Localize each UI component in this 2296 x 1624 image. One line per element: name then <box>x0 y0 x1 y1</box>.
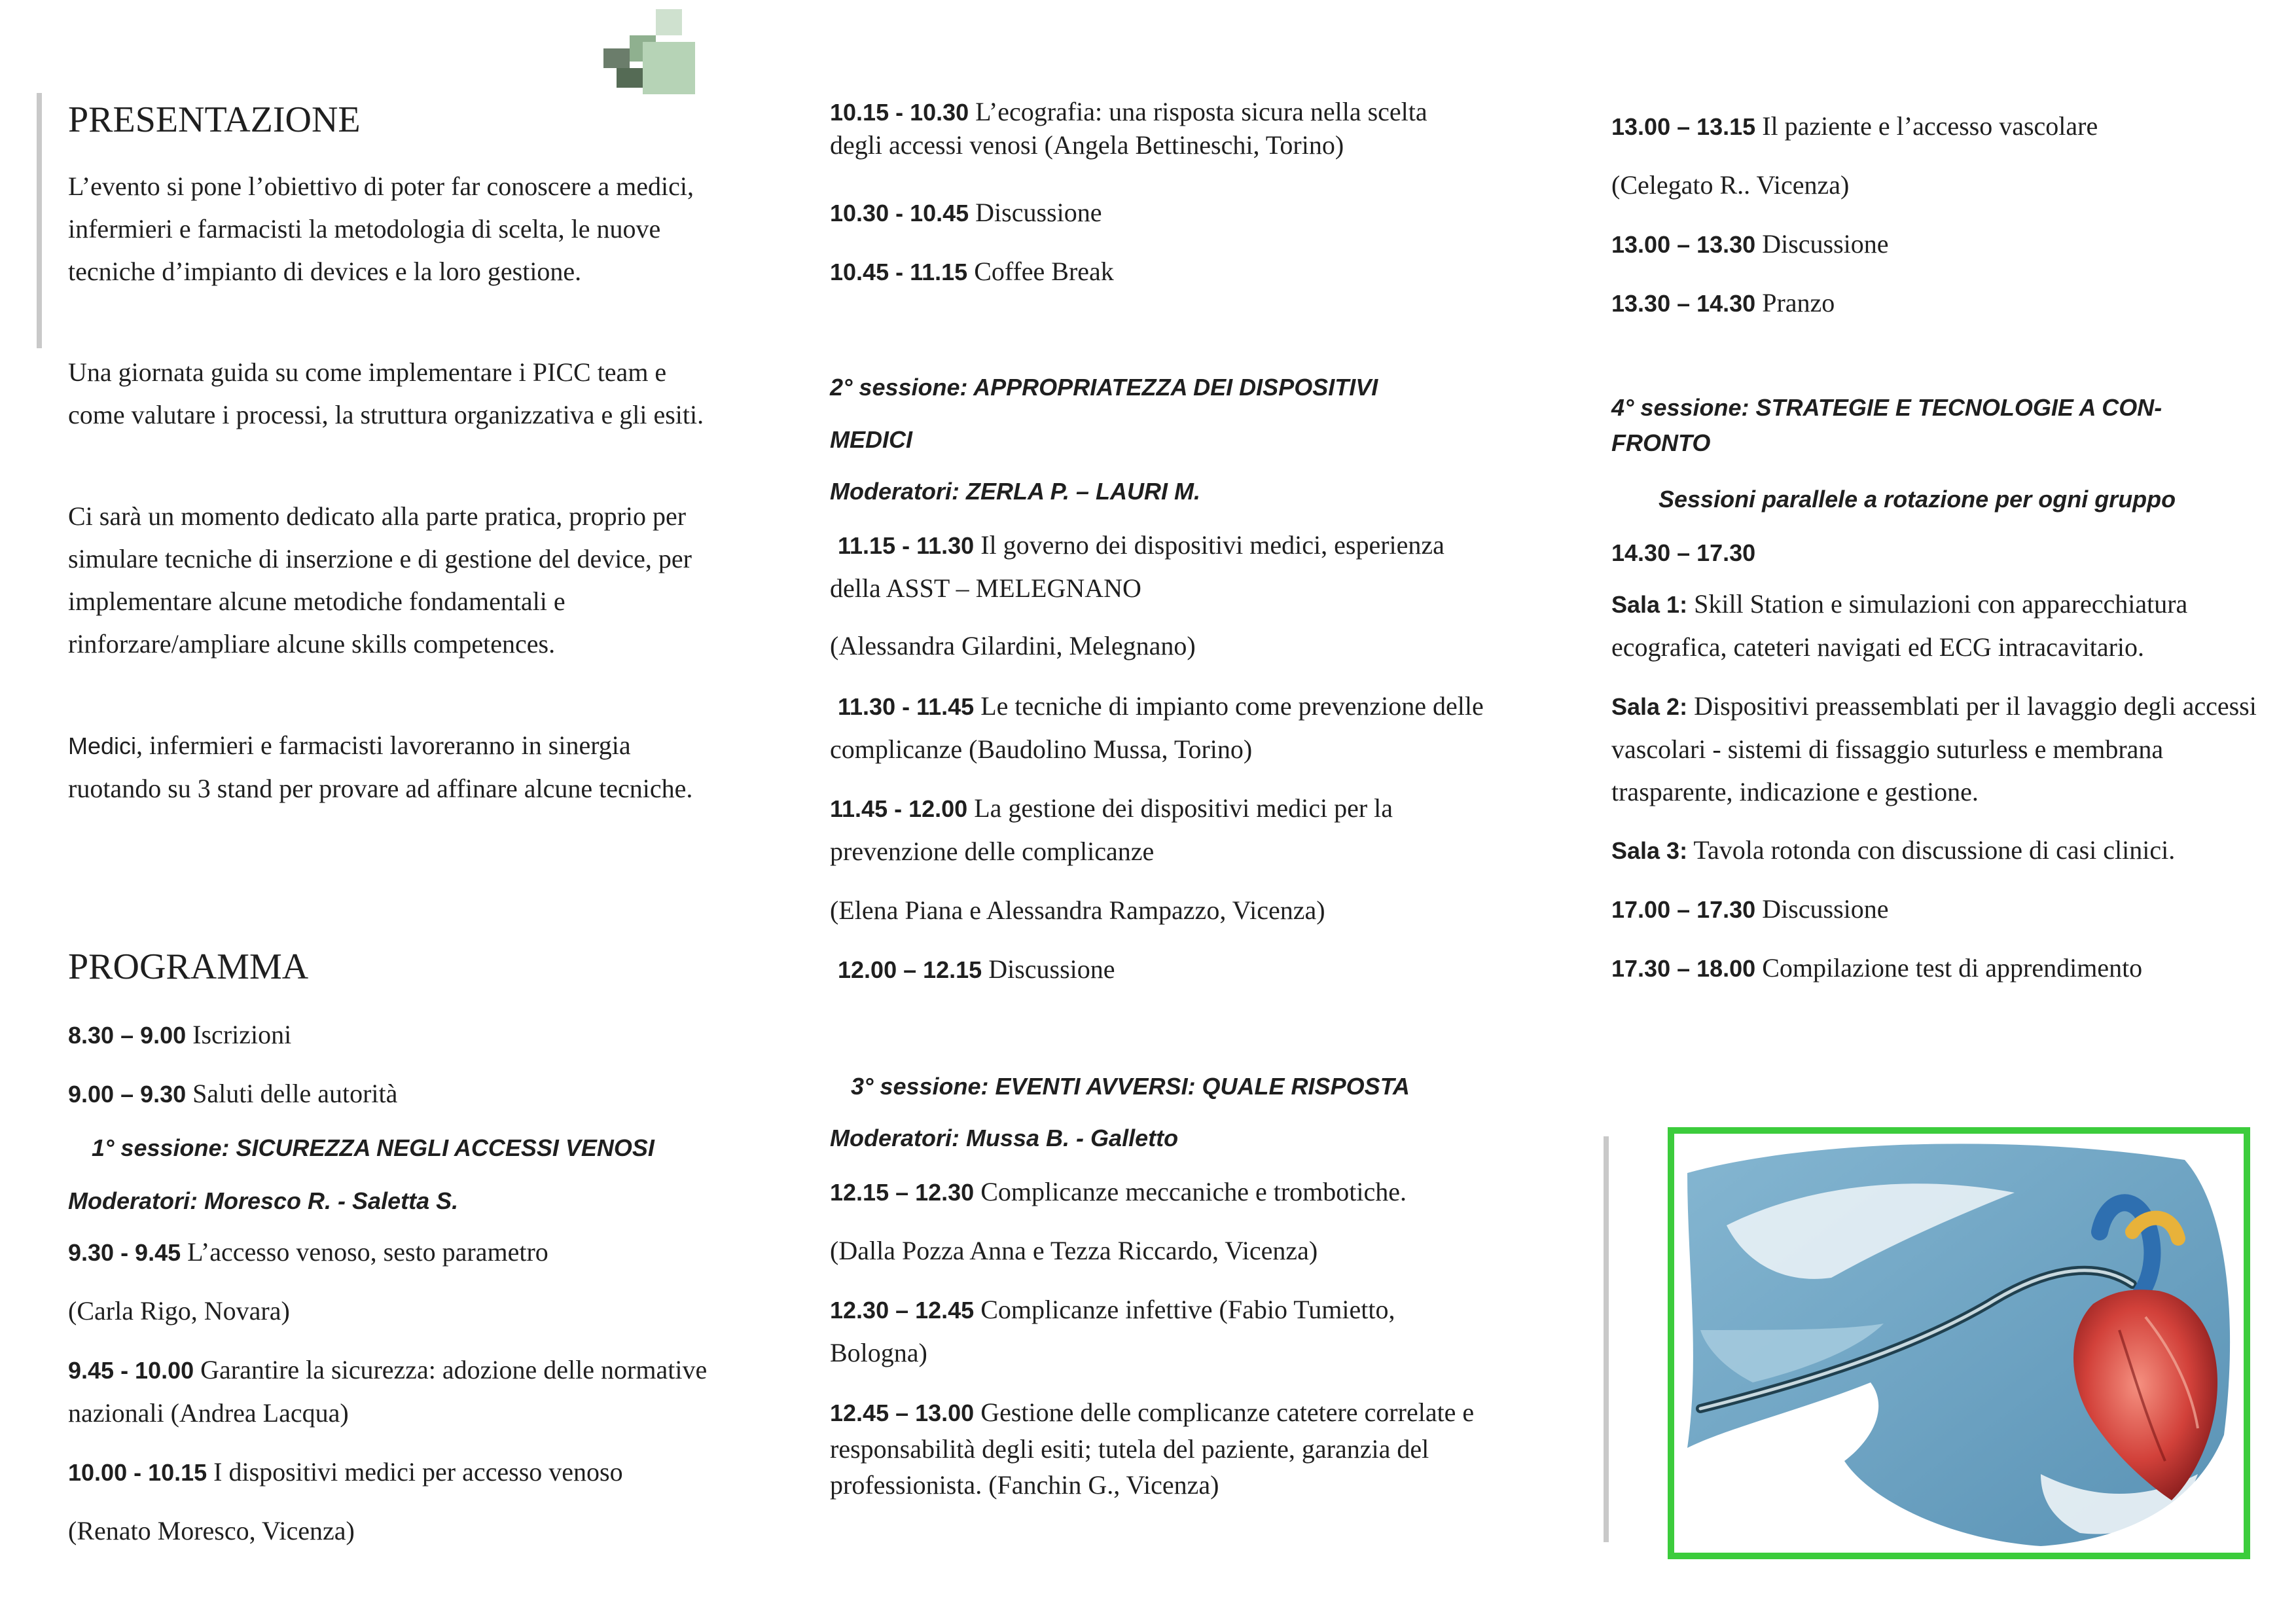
agenda-time: 13.30 – 14.30 <box>1611 290 1756 317</box>
agenda-time: 13.00 – 13.30 <box>1611 231 1756 258</box>
agenda-item <box>1611 105 2098 148</box>
agenda-item <box>830 250 1114 293</box>
session-1-heading: 1° sessione: SICUREZZA NEGLI ACCESSI VENOSI <box>92 1134 655 1161</box>
session-1-moderators: Moderatori: Moresco R. - Saletta S. <box>68 1187 459 1214</box>
agenda-text: Garantire la sicurezza: adozione delle normative nazionali (Andrea Lacqua) <box>68 1355 708 1428</box>
session-4-heading: 4° sessione: STRATEGIE E TECNOLOGIE A CON- <box>1611 394 2162 421</box>
session-3-heading: 3° sessione: EVENTI AVVERSI: QUALE RISPOSTA <box>851 1073 1410 1100</box>
session-3-moderators: Moderatori: Mussa B. - Galletto <box>830 1125 1179 1151</box>
agenda-text: Discussione <box>1755 894 1889 924</box>
agenda-item <box>1611 223 1889 266</box>
heart-catheter-illustration <box>1674 1134 2244 1553</box>
agenda-item <box>1611 947 2142 990</box>
agenda-time: 11.45 - 12.00 <box>830 795 968 822</box>
agenda-text: Coffee Break <box>967 257 1114 286</box>
agenda-text: Le tecniche di impianto come prevenzione delle complicanze (Baudolino Mussa, Torino) <box>830 691 1484 764</box>
agenda-speaker: (Alessandra Gilardini, Melegnano) <box>830 631 1196 660</box>
agenda-text: L’accesso venoso, sesto parametro <box>181 1237 548 1267</box>
session-2-heading: 2° sessione: APPROPRIATEZZA DEI DISPOSITIVI <box>830 374 1378 401</box>
session-2-heading-cont: MEDICI <box>830 426 912 453</box>
agenda-text: Discussione <box>1755 229 1889 259</box>
agenda-item <box>1611 281 1835 325</box>
agenda-time: 9.30 - 9.45 <box>68 1239 181 1266</box>
paragraph-4-rest: , infermieri e farmacisti lavoreranno in sinergia ruotando su 3 stand per provare ad affinare alcune tecniche. <box>68 731 693 803</box>
agenda-time: 10.00 - 10.15 <box>68 1459 207 1486</box>
parallel-sessions-note: Sessioni parallele a rotazione per ogni gruppo <box>1659 486 2176 513</box>
agenda-item <box>68 1072 397 1115</box>
agenda-text: Pranzo <box>1755 288 1835 317</box>
agenda-item <box>830 1394 1484 1503</box>
agenda-item <box>68 1231 548 1274</box>
agenda-text: Complicanze infettive (Fabio Tumietto, Bologna) <box>830 1295 1395 1367</box>
agenda-text: Il governo dei dispositivi medici, esperienza della ASST – MELEGNANO <box>830 530 1444 603</box>
room-label: Sala 2: <box>1611 693 1688 720</box>
agenda-text: Compilazione test di apprendimento <box>1755 953 2143 983</box>
agenda-text: Discussione <box>982 954 1115 984</box>
agenda-speaker: (Carla Rigo, Novara) <box>68 1296 290 1326</box>
agenda-text: Complicanze meccaniche e trombotiche. <box>974 1177 1407 1206</box>
agenda-time: 11.15 - 11.30 <box>838 532 975 559</box>
programma-title: PROGRAMMA <box>68 947 309 987</box>
agenda-time: 12.15 – 12.30 <box>830 1179 975 1206</box>
agenda-time: 10.15 - 10.30 <box>830 99 969 126</box>
agenda-item <box>830 948 1115 991</box>
agenda-text: Iscrizioni <box>186 1020 292 1049</box>
room-item <box>1611 685 2266 813</box>
agenda-time: 9.45 - 10.00 <box>68 1357 194 1384</box>
presentazione-paragraph-3: Ci sarà un momento dedicato alla parte pratica, proprio per simulare tecniche di inserzione e di gestione del device, per implementare alcune metodiche fondamentali e rinforzare/ampliare alcune skills competences. <box>68 501 692 659</box>
room-label: Sala 3: <box>1611 837 1688 864</box>
room-text: Dispositivi preassemblati per il lavaggio degli accessi vascolari - sistemi di fissaggio suturless e membrana trasparente, indicazione e gestione. <box>1611 691 2257 806</box>
room-item <box>1611 829 2266 872</box>
agenda-text: Il paziente e l’accesso vascolare <box>1755 111 2098 141</box>
agenda-text: La gestione dei dispositivi medici per la prevenzione delle complicanze <box>830 793 1393 866</box>
parallel-sessions-time: 14.30 – 17.30 <box>1611 539 1756 566</box>
agenda-item <box>68 1451 623 1494</box>
agenda-time: 12.00 – 12.15 <box>838 956 982 983</box>
agenda-item <box>830 524 1484 609</box>
agenda-item <box>830 787 1484 873</box>
room-text: Tavola rotonda con discussione di casi clinici. <box>1687 835 2176 865</box>
section-divider-bar <box>37 93 42 348</box>
agenda-time: 11.30 - 11.45 <box>838 693 975 720</box>
logo-squares <box>603 9 695 94</box>
agenda-time: 8.30 – 9.00 <box>68 1022 187 1049</box>
agenda-item <box>830 1288 1484 1374</box>
room-label: Sala 1: <box>1611 591 1688 618</box>
agenda-time: 17.30 – 18.00 <box>1611 955 1756 982</box>
agenda-item <box>830 96 1484 162</box>
room-item <box>1611 583 2266 668</box>
agenda-text: L’ecografia: una risposta sicura nella scelta degli accessi venosi (Angela Bettineschi, Torino) <box>830 97 1427 160</box>
agenda-speaker: (Renato Moresco, Vicenza) <box>68 1516 355 1545</box>
agenda-item <box>830 685 1484 770</box>
session-4-heading-cont: FRONTO <box>1611 429 1711 456</box>
agenda-item <box>1611 888 1889 931</box>
agenda-time: 17.00 – 17.30 <box>1611 896 1756 923</box>
agenda-item <box>830 191 1102 234</box>
image-divider-bar <box>1604 1136 1609 1542</box>
paragraph-4-lead: Medici <box>68 732 137 759</box>
presentazione-paragraph-4 <box>68 724 716 810</box>
agenda-time: 9.00 – 9.30 <box>68 1081 187 1108</box>
agenda-item <box>68 1013 291 1056</box>
agenda-speaker: (Dalla Pozza Anna e Tezza Riccardo, Vicenza) <box>830 1236 1318 1265</box>
agenda-text: I dispositivi medici per accesso venoso <box>207 1457 623 1487</box>
agenda-speaker: (Elena Piana e Alessandra Rampazzo, Vicenza) <box>830 895 1325 925</box>
session-2-moderators: Moderatori: ZERLA P. – LAURI M. <box>830 478 1201 505</box>
agenda-time: 10.30 - 10.45 <box>830 200 969 226</box>
agenda-text: Saluti delle autorità <box>186 1079 398 1108</box>
agenda-speaker: (Celegato R.. Vicenza) <box>1611 170 1850 200</box>
agenda-text: Discussione <box>969 198 1102 227</box>
agenda-item <box>830 1170 1407 1214</box>
agenda-time: 10.45 - 11.15 <box>830 259 968 285</box>
agenda-time: 12.45 – 13.00 <box>830 1399 975 1426</box>
presentazione-paragraph-2: Una giornata guida su come implementare i PICC team e come valutare i processi, la struttura organizzativa e gli esiti. <box>68 357 704 429</box>
agenda-time: 12.30 – 12.45 <box>830 1297 975 1324</box>
heart-catheter-image <box>1668 1127 2250 1559</box>
agenda-text: Gestione delle complicanze catetere correlate e responsabilità degli esiti; tutela del paziente, garanzia del professionista. (Fanchin G., Vicenza) <box>830 1398 1475 1500</box>
agenda-item <box>68 1348 716 1434</box>
presentazione-title: PRESENTAZIONE <box>68 99 361 140</box>
agenda-time: 13.00 – 13.15 <box>1611 113 1756 140</box>
presentazione-paragraph-1: L’evento si pone l’obiettivo di poter far conoscere a medici, infermieri e farmacisti la metodologia di scelta, le nuove tecniche d’impianto di devices e la loro gestione. <box>68 171 694 286</box>
room-text: Skill Station e simulazioni con apparecchiatura ecografica, cateteri navigati ed ECG intracavitario. <box>1611 589 2188 662</box>
